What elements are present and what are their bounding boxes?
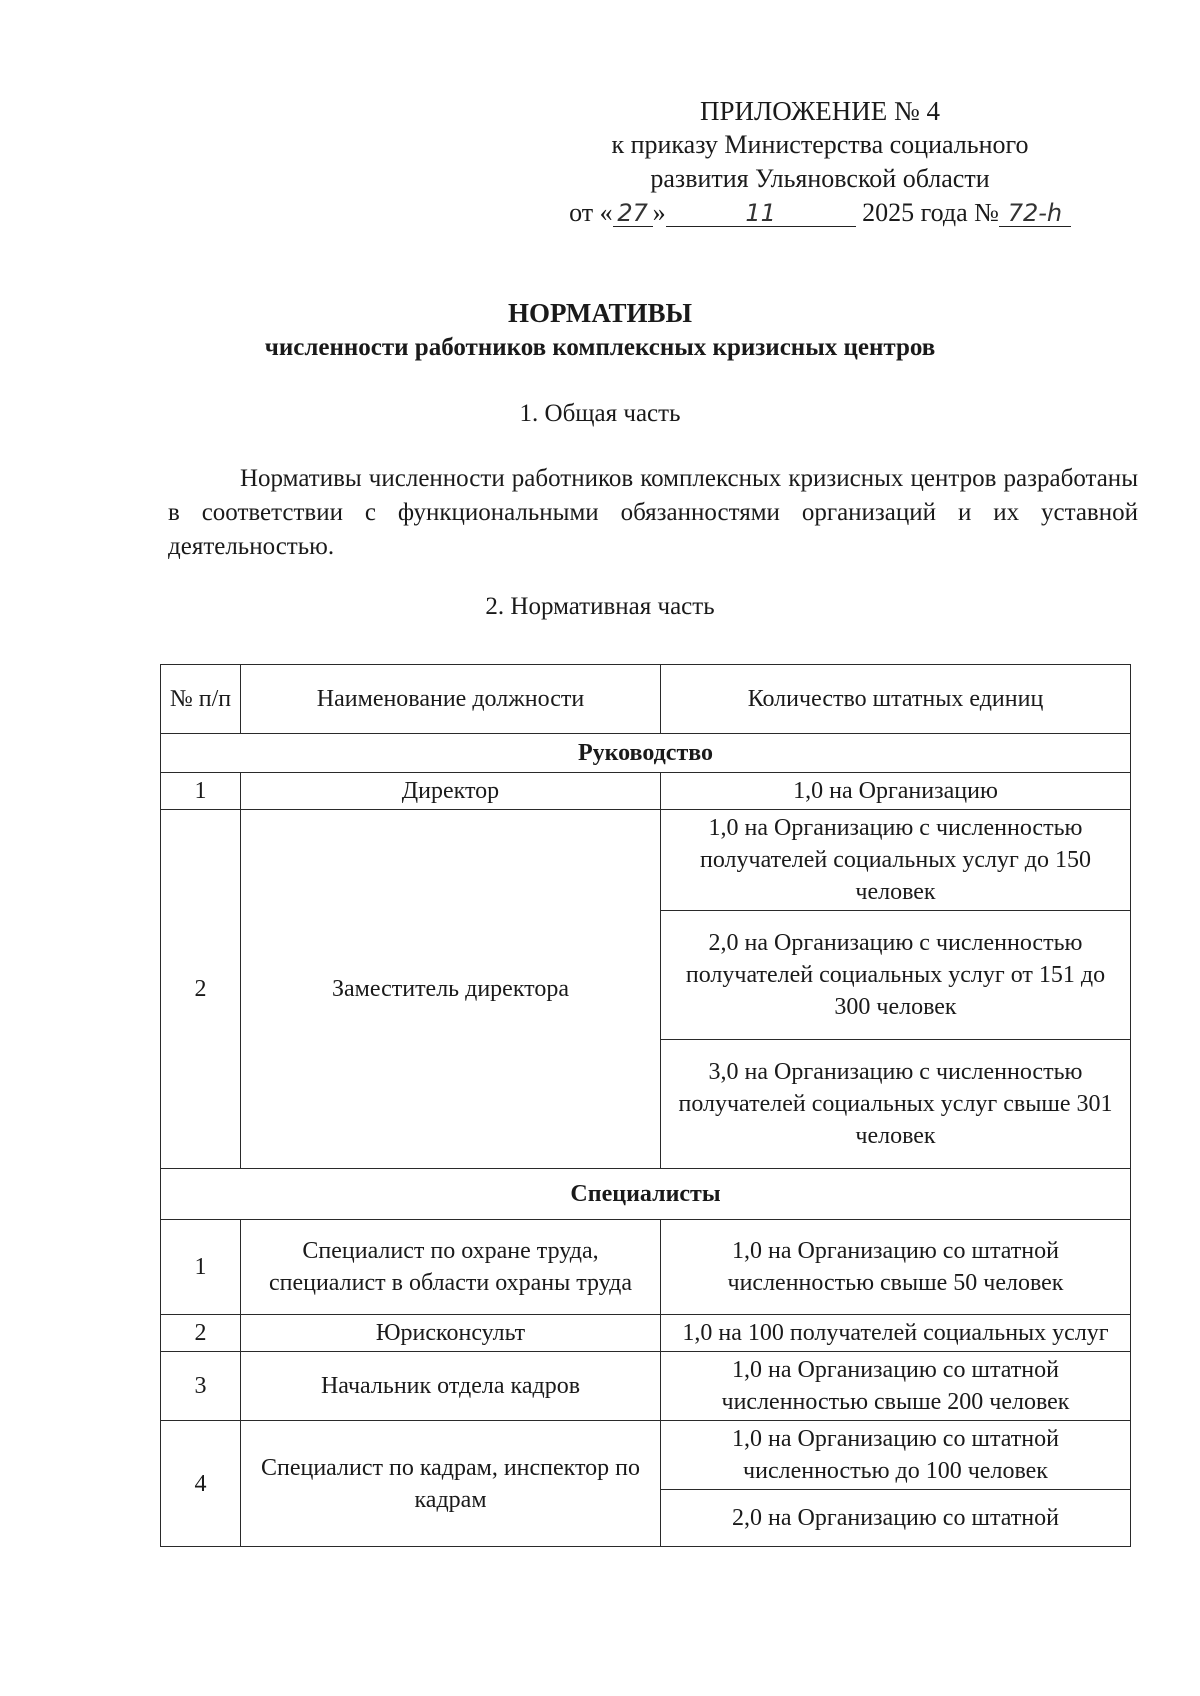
row-norm: 1,0 на Организацию со штатной численностью до 100 человек xyxy=(661,1421,1131,1490)
appendix-header xyxy=(560,94,1080,230)
table-row xyxy=(161,810,1131,911)
row-position: Директор xyxy=(241,773,661,810)
date-prefix: от « xyxy=(569,198,613,227)
table-row xyxy=(161,1352,1131,1421)
date-year: 2025 года № xyxy=(862,198,999,227)
row-norm: 2,0 на Организацию со штатной xyxy=(661,1490,1131,1547)
row-num: 1 xyxy=(161,1220,241,1315)
row-position: Специалист по охране труда, специалист в области охраны труда xyxy=(241,1220,661,1315)
row-norm: 2,0 на Организацию с численностью получателей социальных услуг от 151 до 300 человек xyxy=(661,911,1131,1040)
row-num: 1 xyxy=(161,773,241,810)
row-norm: 1,0 на Организацию xyxy=(661,773,1131,810)
row-position: Начальник отдела кадров xyxy=(241,1352,661,1421)
group-row-specialists xyxy=(161,1169,1131,1220)
row-norm: 1,0 на 100 получателей социальных услуг xyxy=(661,1315,1131,1352)
date-mid: » xyxy=(652,198,666,227)
date-day: 27 xyxy=(613,200,653,227)
row-norm: 1,0 на Организацию с численностью получателей социальных услуг до 150 человек xyxy=(661,810,1131,911)
row-norm: 1,0 на Организацию со штатной численностью свыше 50 человек xyxy=(661,1220,1131,1315)
table-row xyxy=(161,1421,1131,1490)
row-num: 3 xyxy=(161,1352,241,1421)
row-position: Юрисконсульт xyxy=(241,1315,661,1352)
row-norm: 1,0 на Организацию со штатной численностью свыше 200 человек xyxy=(661,1352,1131,1421)
group-title-specialists: Специалисты xyxy=(161,1169,1131,1220)
table-row xyxy=(161,1315,1131,1352)
document-title: НОРМАТИВЫ xyxy=(507,298,693,328)
header-count: Количество штатных единиц xyxy=(661,665,1131,734)
header-position: Наименование должности xyxy=(241,665,661,734)
section-heading-general: 1. Общая часть xyxy=(519,400,681,427)
date-month: 11 xyxy=(666,200,856,227)
document-subtitle: численности работников комплексных кризисных центров xyxy=(264,334,936,361)
table-row xyxy=(161,773,1131,810)
table-row xyxy=(161,1220,1131,1315)
appendix-line-2: развития Ульяновской области xyxy=(650,164,990,193)
order-number: 72-h xyxy=(999,200,1071,227)
appendix-line-1: к приказу Министерства социального xyxy=(611,130,1029,159)
row-position: Специалист по кадрам, инспектор по кадрам xyxy=(241,1421,661,1547)
appendix-title: ПРИЛОЖЕНИЕ № 4 xyxy=(699,96,941,126)
norms-table xyxy=(160,664,1131,1547)
table-header-row xyxy=(161,665,1131,734)
section-heading-normative: 2. Нормативная часть xyxy=(485,593,715,620)
row-norm: 3,0 на Организацию с численностью получателей социальных услуг свыше 301 человек xyxy=(661,1040,1131,1169)
appendix-date-line xyxy=(560,196,1080,230)
row-num: 2 xyxy=(161,810,241,1169)
group-title-management: Руководство xyxy=(161,734,1131,773)
row-num: 2 xyxy=(161,1315,241,1352)
row-position: Заместитель директора xyxy=(241,810,661,1169)
header-num: № п/п xyxy=(161,665,241,734)
general-paragraph: Нормативы численности работников комплексных кризисных центров разработаны в соответствии с функциональными обязанностями организаций и их уставной деятельностью. xyxy=(168,465,1138,560)
group-row-management xyxy=(161,734,1131,773)
row-num: 4 xyxy=(161,1421,241,1547)
